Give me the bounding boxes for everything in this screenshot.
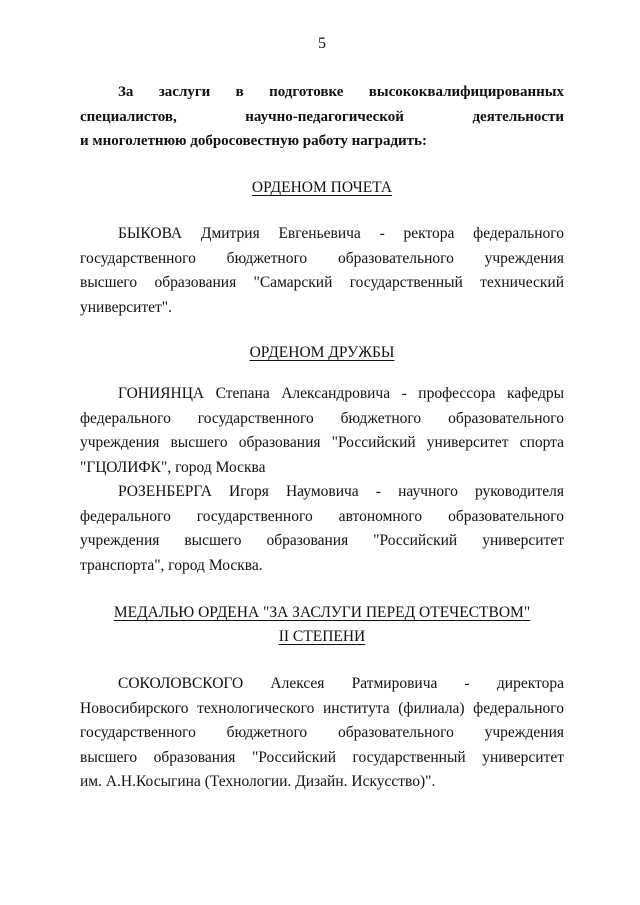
award-line: РОЗЕНБЕРГА Игоря Наумовича - научного руководителя (118, 483, 564, 500)
intro-line: специалистов, научно-педагогической деятельности (80, 108, 564, 125)
award-line: СОКОЛОВСКОГО Алексея Ратмировича - директора (118, 675, 564, 692)
section-heading-order-of-friendship: ОРДЕНОМ ДРУЖБЫ (249, 344, 395, 361)
award-entry (80, 672, 564, 795)
page-number: 5 (318, 35, 326, 52)
award-line: высшего образования "Российский государственный университет (80, 748, 564, 766)
award-line: им. А.Н.Косыгина (Технологии. Дизайн. Искусство)". (80, 773, 436, 790)
intro-line: и многолетнюю добросовестную работу наградить: (80, 133, 427, 149)
award-line: высшего образования "Самарский государственный технический (80, 274, 564, 291)
award-line: учреждения высшего образования "Российский университет спорта (80, 434, 564, 451)
award-line: государственного бюджетного образовательного учреждения (80, 249, 564, 267)
award-entry (80, 222, 564, 320)
award-line: Новосибирского технологического института (филиала) федерального (80, 699, 564, 717)
section-heading-medal-degree: II СТЕПЕНИ (278, 628, 366, 645)
award-line: государственного бюджетного образовательного учреждения (80, 724, 564, 741)
award-line: университет". (80, 298, 173, 316)
award-line: федерального государственного автономного образовательного (80, 507, 564, 525)
intro-paragraph (80, 80, 564, 154)
award-entry (80, 480, 564, 578)
intro-line: За заслуги в подготовке высококвалифицированных (118, 84, 564, 100)
section-heading-medal: МЕДАЛЬЮ ОРДЕНА "ЗА ЗАСЛУГИ ПЕРЕД ОТЕЧЕСТВОМ" (113, 604, 531, 621)
award-line: "ГЦОЛИФК", город Москва (80, 458, 266, 476)
award-line: БЫКОВА Дмитрия Евгеньевича - ректора федерального (118, 225, 564, 242)
section-heading-order-of-honour: ОРДЕНОМ ПОЧЕТА (251, 179, 393, 196)
document-page (80, 0, 564, 905)
award-entry (80, 382, 564, 480)
award-line: транспорта", город Москва. (80, 556, 263, 574)
award-line: учреждения высшего образования "Российский университет (80, 532, 564, 549)
award-line: ГОНИЯНЦА Степана Александровича - профессора кафедры (118, 385, 564, 402)
award-line: федерального государственного бюджетного образовательного (80, 409, 564, 427)
